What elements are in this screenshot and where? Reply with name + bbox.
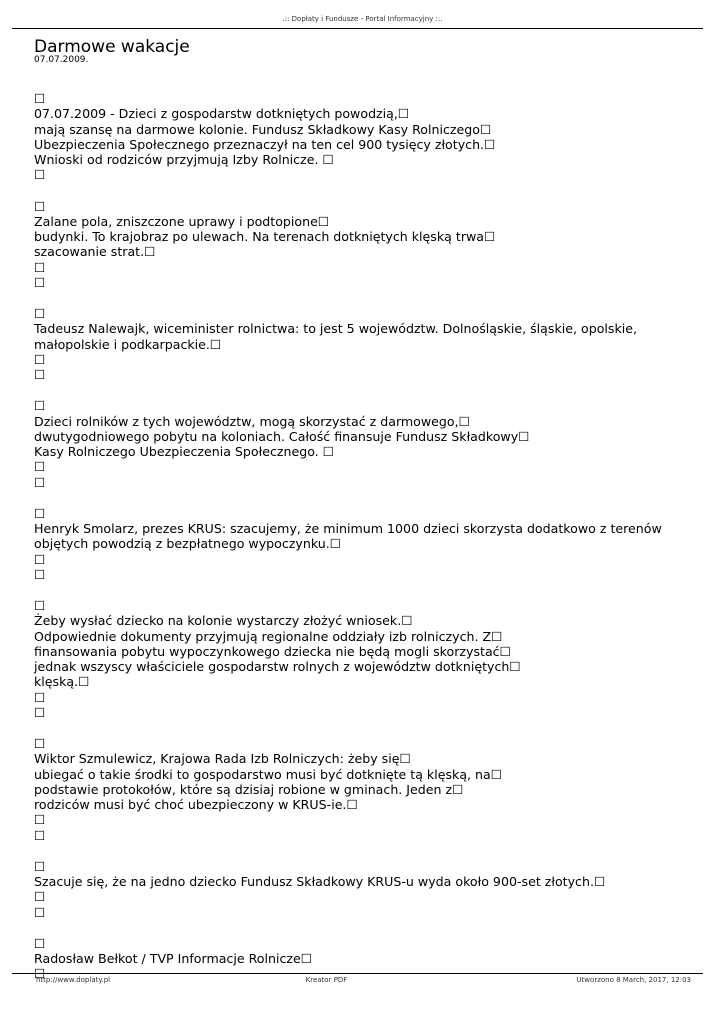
paragraph-line: budynki. To krajobraz po ulewach. Na terenach dotkniętych klęską trwa☐ [34,229,496,244]
paragraph-line: ubiegać o takie środki to gospodarstwo musi być dotknięte tą klęską, na☐ [34,766,503,782]
paragraph-line: rodziców musi być choć ubezpieczony w KRUS-ie.☐ [34,797,358,812]
article-paragraph [34,598,704,720]
paragraph-line: dwutygodniowego pobytu na koloniach. Całość finansuje Fundusz Składkowy☐ [34,428,530,444]
paragraph-line: ☐ [34,351,46,367]
paragraph-line: objętych powodzią z bezpłatnego wypoczynku.☐ [34,536,342,552]
article-paragraph [34,91,704,183]
footer-url-link[interactable]: http://www.doplaty.pl [36,976,111,984]
paragraph-line: małopolskie i podkarpackie.☐ [34,336,222,352]
paragraph-line: ☐ [34,367,46,382]
paragraph-line: ☐ [34,904,46,920]
article-paragraph [34,506,704,582]
paragraph-line: ☐ [34,566,46,582]
paragraph-line: ☐ [34,858,46,874]
article-paragraph [34,398,704,490]
paragraph-line: ☐ [34,551,46,567]
paragraph-line: ☐ [34,474,46,490]
paragraph-line: ☐ [34,459,46,475]
paragraph-line: ☐ [34,398,46,414]
paragraph-line: ☐ [34,935,46,951]
paragraph-line: ☐ [34,505,46,521]
article-paragraph [34,306,704,382]
article-paragraph [34,859,704,920]
paragraph-line: podstawie protokołów, które są dzisiaj robione w gminach. Jeden z☐ [34,781,464,797]
footer-divider [12,973,703,974]
paragraph-line: szacowanie strat.☐ [34,244,156,260]
paragraph-gap [34,720,704,736]
portal-header: .:: Dopłaty i Fundusze - Portal Informacyjny ::. [282,15,443,23]
article-title: Darmowe wakacje [34,37,190,57]
paragraph-gap [34,920,704,936]
paragraph-gap [34,843,704,859]
footer-created-date: Utworzono 8 March, 2017, 12:03 [576,976,691,984]
article-date: 07.07.2009. [34,55,89,65]
paragraph-line: ☐ [34,827,46,843]
header-divider [12,28,703,29]
paragraph-line: Żeby wysłać dziecko na kolonie wystarczy złożyć wniosek.☐ [34,613,413,629]
paragraph-line: Radosław Bełkot / TVP Informacje Rolnicze☐ [34,951,313,966]
paragraph-line: Odpowiednie dokumenty przyjmują regionalne oddziały izb rolniczych. Z☐ [34,628,503,644]
paragraph-gap [34,582,704,598]
paragraph-line: ☐ [34,259,46,275]
paragraph-line: Henryk Smolarz, prezes KRUS: szacujemy, że minimum 1000 dzieci skorzysta dodatkowo z terenów [34,521,662,536]
paragraph-line: ☐ [34,812,46,828]
paragraph-line: ☐ [34,198,46,214]
article-paragraph [34,199,704,291]
paragraph-line: Wiktor Szmulewicz, Krajowa Rada Izb Rolniczych: żeby się☐ [34,751,411,767]
paragraph-gap [34,290,704,306]
paragraph-line: Ubezpieczenia Społecznego przeznaczył na ten cel 900 tysięcy złotych.☐ [34,136,496,152]
paragraph-line: ☐ [34,736,46,751]
paragraph-line: Dzieci rolników z tych województw, mogą skorzystać z darmowego,☐ [34,413,470,429]
paragraph-line: ☐ [34,91,46,106]
paragraph-line: finansowania pobytu wypoczynkowego dziecka nie będą mogli skorzystać☐ [34,643,511,659]
paragraph-line: jednak wszyscy właściciele gospodarstw rolnych z województw dotkniętych☐ [34,659,521,674]
paragraph-line: klęską.☐ [34,674,90,690]
paragraph-line: ☐ [34,306,46,321]
paragraph-line: ☐ [34,167,46,183]
paragraph-line: ☐ [34,689,46,705]
paragraph-line: Szacuje się, że na jedno dziecko Fundusz Składkowy KRUS-u wyda około 900-set złotych.☐ [34,874,606,889]
paragraph-line: mają szansę na darmowe kolonie. Fundusz Składkowy Kasy Rolniczego☐ [34,121,492,137]
paragraph-gap [34,183,704,199]
paragraph-line: Kasy Rolniczego Ubezpieczenia Społecznego. ☐ [34,444,334,459]
paragraph-line: 07.07.2009 - Dzieci z gospodarstw dotkniętych powodzią,☐ [34,106,410,122]
footer-generator: Kreator PDF [305,976,348,984]
paragraph-gap [34,382,704,398]
paragraph-line: Tadeusz Nalewajk, wiceminister rolnictwa: to jest 5 województw. Dolnośląskie, śląskie, opolskie, [34,321,638,337]
paragraph-line: ☐ [34,889,46,905]
paragraph-line: ☐ [34,966,46,982]
paragraph-gap [34,490,704,506]
paragraph-line: Zalane pola, zniszczone uprawy i podtopione☐ [34,213,330,229]
paragraph-line: ☐ [34,274,46,290]
paragraph-line: ☐ [34,598,46,613]
article-body [34,91,704,982]
paragraph-line: Wnioski od rodziców przyjmują Izby Rolnicze. ☐ [34,152,334,167]
article-paragraph [34,736,704,843]
paragraph-line: ☐ [34,704,46,720]
